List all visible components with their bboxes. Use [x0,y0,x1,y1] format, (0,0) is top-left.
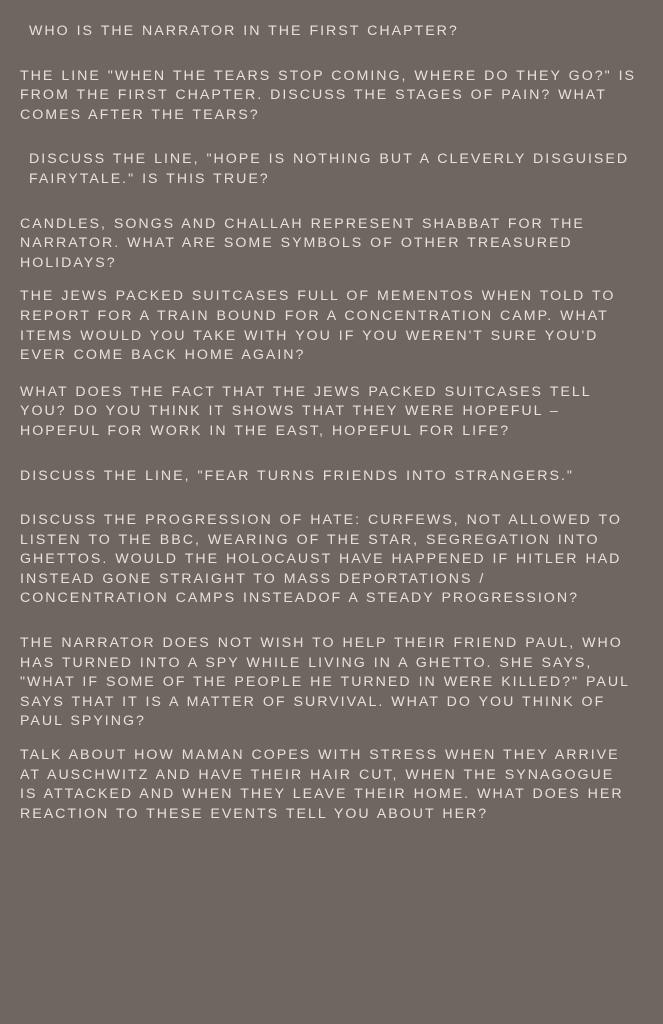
list-item: THE LINE "WHEN THE TEARS STOP COMING, WHERE DO THEY GO?" IS FROM THE FIRST CHAPTER. DISCUSS THE STAGES OF PAIN? WHAT COMES AFTER THE TEARS? [20,67,637,123]
list-item: DISCUSS THE LINE, "HOPE IS NOTHING BUT A CLEVERLY DISGUISED FAIRYTALE." IS THIS TRUE? [29,151,630,187]
list-item: DISCUSS THE PROGRESSION OF HATE: CURFEWS, NOT ALLOWED TO LISTEN TO THE BBC, WEARING OF THE STAR, SEGREGATION INTO GHETTOS. WOULD THE HOLOCAUST HAVE HAPPENED IF HITLER HAD INSTEAD GONE STRAIGHT TO MASS DEPORTATIONS / CONCENTRATION CAMPS INSTEADOF A STEADY PROGRESSION? [20,512,622,607]
list-item: THE JEWS PACKED SUITCASES FULL OF MEMENTOS WHEN TOLD TO REPORT FOR A TRAIN BOUND FOR A CONCENTRATION CAMP. WHAT ITEMS WOULD YOU TAKE WITH YOU IF YOU WEREN'T SURE YOU'D EVER COME BACK HOME AGAIN? [20,288,616,364]
list-item: TALK ABOUT HOW MAMAN COPES WITH STRESS WHEN THEY ARRIVE AT AUSCHWITZ AND HAVE THEIR HAIR CUT, WHEN THE SYNAGOGUE IS ATTACKED AND WHEN THEY LEAVE THEIR HOME. WHAT DOES HER REACTION TO THESE EVENTS TELL YOU ABOUT HER? [20,747,624,822]
list-item: THE NARRATOR DOES NOT WISH TO HELP THEIR FRIEND PAUL, WHO HAS TURNED INTO A SPY WHILE LIVING IN A GHETTO. SHE SAYS, "WHAT IF SOME OF THE PEOPLE HE TURNED IN WERE KILLED?" PAUL SAYS THAT IT IS A MATTER OF SURVIVAL. WHAT DO YOU THINK OF PAUL SPYING? [20,635,630,730]
list-item: WHO IS THE NARRATOR IN THE FIRST CHAPTER? [29,23,459,39]
list-item: WHAT DOES THE FACT THAT THE JEWS PACKED SUITCASES TELL YOU? DO YOU THINK IT SHOWS THAT THEY WERE HOPEFUL – HOPEFUL FOR WORK IN THE EAST, HOPEFUL FOR LIFE? [20,383,592,439]
list-item: DISCUSS THE LINE, "FEAR TURNS FRIENDS INTO STRANGERS." [20,467,574,484]
list-item: CANDLES, SONGS AND CHALLAH REPRESENT SHABBAT FOR THE NARRATOR. WHAT ARE SOME SYMBOLS OF OTHER TREASURED HOLIDAYS? [20,215,585,271]
discussion-questions-list [20,22,637,824]
